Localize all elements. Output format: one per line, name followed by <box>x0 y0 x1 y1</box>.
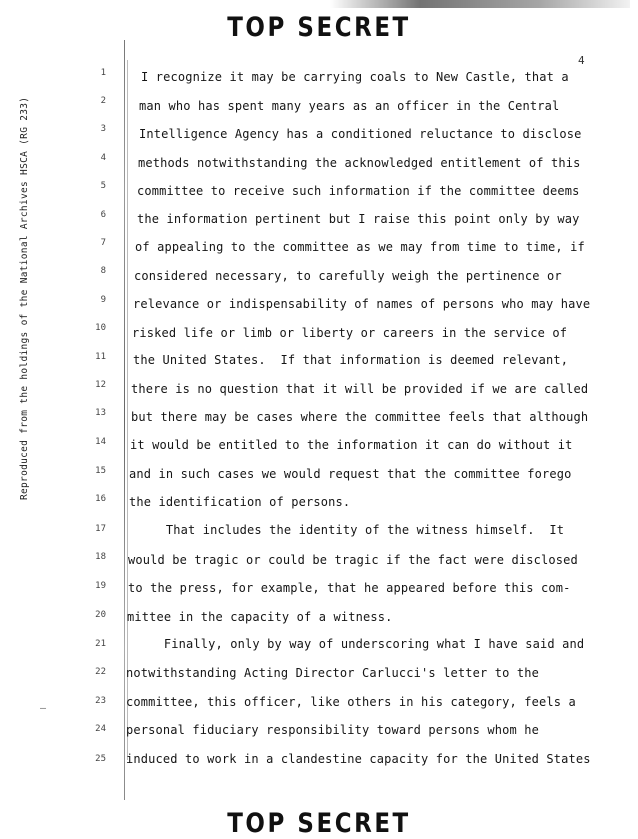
line-number: 8 <box>100 266 106 276</box>
line-number: 5 <box>100 181 106 191</box>
line-number: 14 <box>95 437 106 447</box>
left-margin-rule <box>124 40 125 800</box>
transcript-line: and in such cases we would request that the committee forego <box>129 467 572 481</box>
line-number: 15 <box>95 466 106 476</box>
line-number: 17 <box>95 524 106 534</box>
line-number: 18 <box>95 552 106 562</box>
transcript-line: it would be entitled to the information it can do without it <box>130 438 573 452</box>
line-number: 13 <box>95 408 106 418</box>
classification-stamp-top: TOP SECRET <box>227 12 411 43</box>
left-margin-rule-secondary <box>127 60 128 760</box>
transcript-line: the United States. If that information is deemed relevant, <box>133 353 569 367</box>
line-number: 4 <box>100 153 106 163</box>
line-number: 3 <box>100 124 106 134</box>
line-number: 25 <box>95 754 106 764</box>
transcript-line: the information pertinent but I raise this point only by way <box>137 212 580 226</box>
line-number: 11 <box>95 352 106 362</box>
transcript-line: man who has spent many years as an officer in the Central <box>139 99 560 113</box>
line-number: 23 <box>95 696 106 706</box>
transcript-line: the identification of persons. <box>129 495 351 509</box>
line-number: 19 <box>95 581 106 591</box>
archive-provenance-note: Reproduced from the holdings of the National Archives HSCA (RG 233) <box>19 96 30 500</box>
transcript-line: methods notwithstanding the acknowledged entitlement of this <box>138 156 581 170</box>
transcript-line: That includes the identity of the witness himself. It <box>129 523 565 537</box>
line-number: 2 <box>100 96 106 106</box>
transcript-line: mittee in the capacity of a witness. <box>127 610 393 624</box>
classification-stamp-bottom: TOP SECRET <box>227 808 411 839</box>
transcript-line: but there may be cases where the committee feels that although <box>131 410 589 424</box>
transcript-line: committee, this officer, like others in his category, feels a <box>126 695 576 709</box>
transcript-line: would be tragic or could be tragic if the fact were disclosed <box>128 553 578 567</box>
line-number: 24 <box>95 724 106 734</box>
transcript-line: induced to work in a clandestine capacity for the United States <box>126 752 591 766</box>
line-number: 10 <box>95 323 106 333</box>
line-number: 21 <box>95 639 106 649</box>
line-number: 20 <box>95 610 106 620</box>
line-number: 9 <box>100 295 106 305</box>
transcript-line: of appealing to the committee as we may from time to time, if <box>135 240 585 254</box>
line-number: 22 <box>95 667 106 677</box>
transcript-line: Finally, only by way of underscoring what I have said and <box>127 637 585 651</box>
line-number: 6 <box>100 210 106 220</box>
transcript-line: to the press, for example, that he appeared before this com- <box>128 581 571 595</box>
line-number: 16 <box>95 494 106 504</box>
line-number: 1 <box>100 68 106 78</box>
transcript-line: Intelligence Agency has a conditioned reluctance to disclose <box>139 127 582 141</box>
transcript-line: personal fiduciary responsibility toward persons whom he <box>126 723 539 737</box>
transcript-line: notwithstanding Acting Director Carlucci's letter to the <box>126 666 539 680</box>
transcript-line: considered necessary, to carefully weigh the pertinence or <box>134 269 562 283</box>
transcript-line: relevance or indispensability of names of persons who may have <box>133 297 591 311</box>
transcript-line: I recognize it may be carrying coals to New Castle, that a <box>141 70 569 84</box>
transcript-line: risked life or limb or liberty or careers in the service of <box>132 326 568 340</box>
transcript-line: there is no question that it will be provided if we are called <box>131 382 589 396</box>
line-number: 7 <box>100 238 106 248</box>
transcript-line: committee to receive such information if the committee deems <box>137 184 580 198</box>
page-number: 4 <box>578 54 585 67</box>
line-number: 12 <box>95 380 106 390</box>
top-edge-smudge <box>330 0 630 8</box>
margin-tick-mark: – <box>40 703 47 714</box>
